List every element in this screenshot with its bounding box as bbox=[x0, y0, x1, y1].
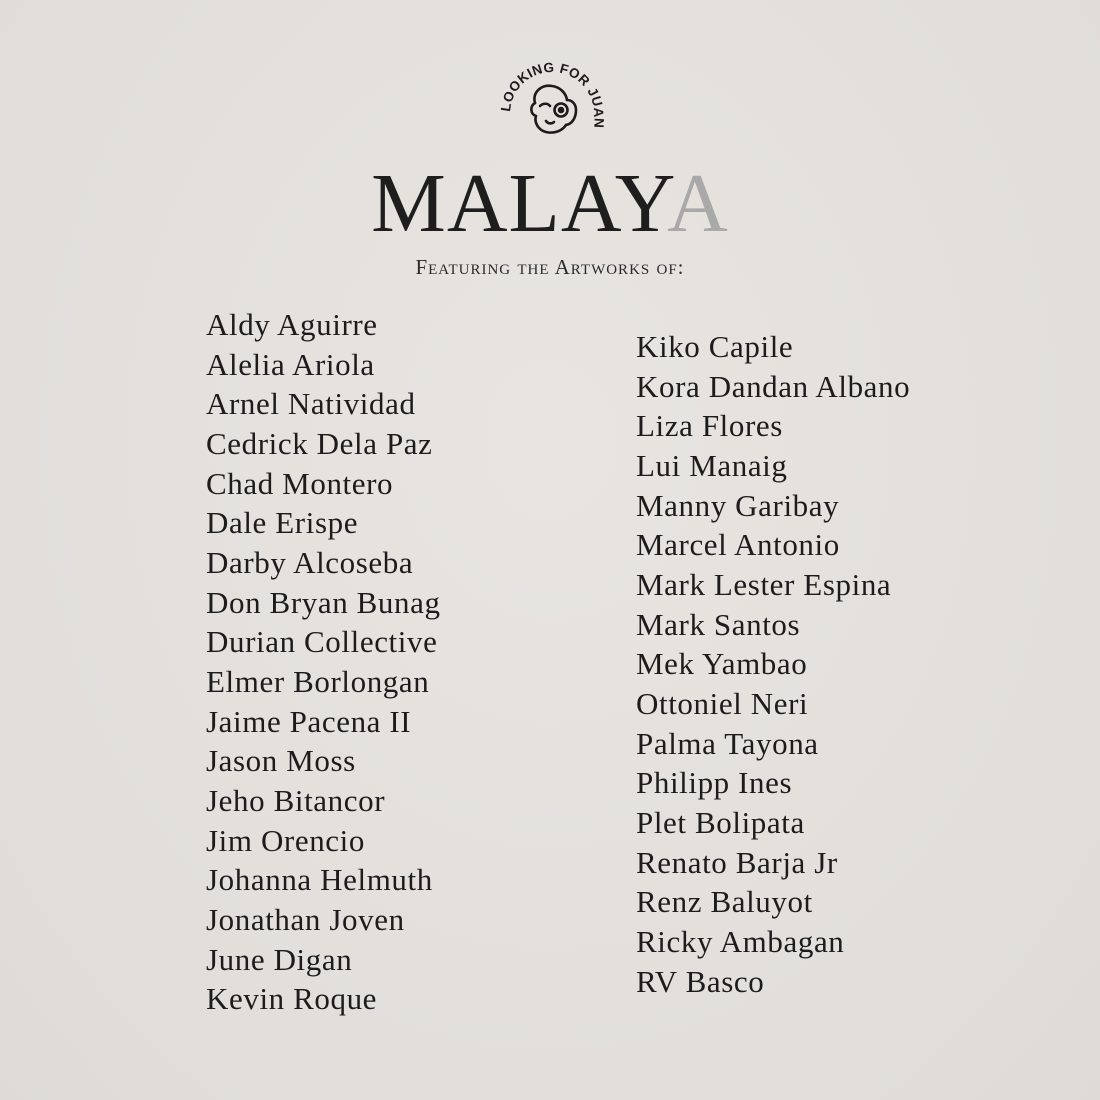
artist-name: RV Basco bbox=[636, 963, 765, 999]
artist-name: Palma Tayona bbox=[636, 725, 819, 761]
artist-name: Lui Manaig bbox=[636, 447, 788, 483]
subtitle: Featuring the Artworks of: bbox=[415, 255, 685, 279]
artist-name: Jeho Bitancor bbox=[206, 782, 386, 818]
artist-name: Jaime Pacena II bbox=[206, 703, 412, 739]
artist-list-right bbox=[636, 327, 910, 1001]
artist-name: Dale Erispe bbox=[206, 505, 359, 541]
artist-name: Mark Santos bbox=[636, 606, 801, 642]
artist-name: Kiko Capile bbox=[636, 329, 794, 364]
artist-name: Don Bryan Bunag bbox=[206, 584, 441, 620]
artist-name: June Digan bbox=[206, 941, 353, 977]
artist-name: Aldy Aguirre bbox=[206, 307, 378, 342]
artist-name: Jonathan Joven bbox=[206, 901, 405, 937]
artist-name: Liza Flores bbox=[636, 408, 783, 444]
artist-name: Mek Yambao bbox=[636, 646, 808, 682]
artist-name: Jason Moss bbox=[206, 743, 356, 779]
artist-name: Mark Lester Espina bbox=[636, 566, 892, 602]
artist-name: Chad Montero bbox=[206, 465, 394, 501]
artist-name: Ottoniel Neri bbox=[636, 685, 809, 721]
artist-name: Cedrick Dela Paz bbox=[206, 425, 433, 461]
artist-name: Ricky Ambagan bbox=[636, 923, 845, 959]
artist-name: Philipp Ines bbox=[636, 765, 793, 801]
svg-text:LOOKING FOR JUAN bbox=[498, 60, 607, 129]
logo-text: LOOKING FOR JUAN bbox=[497, 59, 607, 129]
artist-name: Kevin Roque bbox=[206, 981, 378, 1017]
face-icon bbox=[490, 48, 620, 158]
artist-name: Kora Dandan Albano bbox=[636, 368, 911, 404]
artist-name: Elmer Borlongan bbox=[206, 663, 430, 699]
artist-name: Jim Orencio bbox=[206, 822, 365, 858]
artist-name: Arnel Natividad bbox=[206, 386, 416, 422]
artist-name: Renz Baluyot bbox=[636, 884, 813, 920]
artist-name: Johanna Helmuth bbox=[206, 862, 433, 898]
title-main: MALAY bbox=[371, 157, 668, 250]
artist-name: Marcel Antonio bbox=[636, 527, 840, 563]
artist-name: Darby Alcoseba bbox=[206, 544, 414, 580]
artist-list-left bbox=[206, 305, 441, 1019]
artist-name: Durian Collective bbox=[206, 624, 438, 660]
artist-name: Manny Garibay bbox=[636, 487, 840, 523]
looking-for-juan-logo bbox=[490, 48, 620, 158]
artist-name: Alelia Ariola bbox=[206, 346, 375, 382]
artist-name: Plet Bolipata bbox=[636, 804, 805, 840]
artist-name: Renato Barja Jr bbox=[636, 844, 838, 880]
exhibition-title bbox=[0, 157, 1100, 250]
title-last-letter: A bbox=[667, 157, 729, 250]
